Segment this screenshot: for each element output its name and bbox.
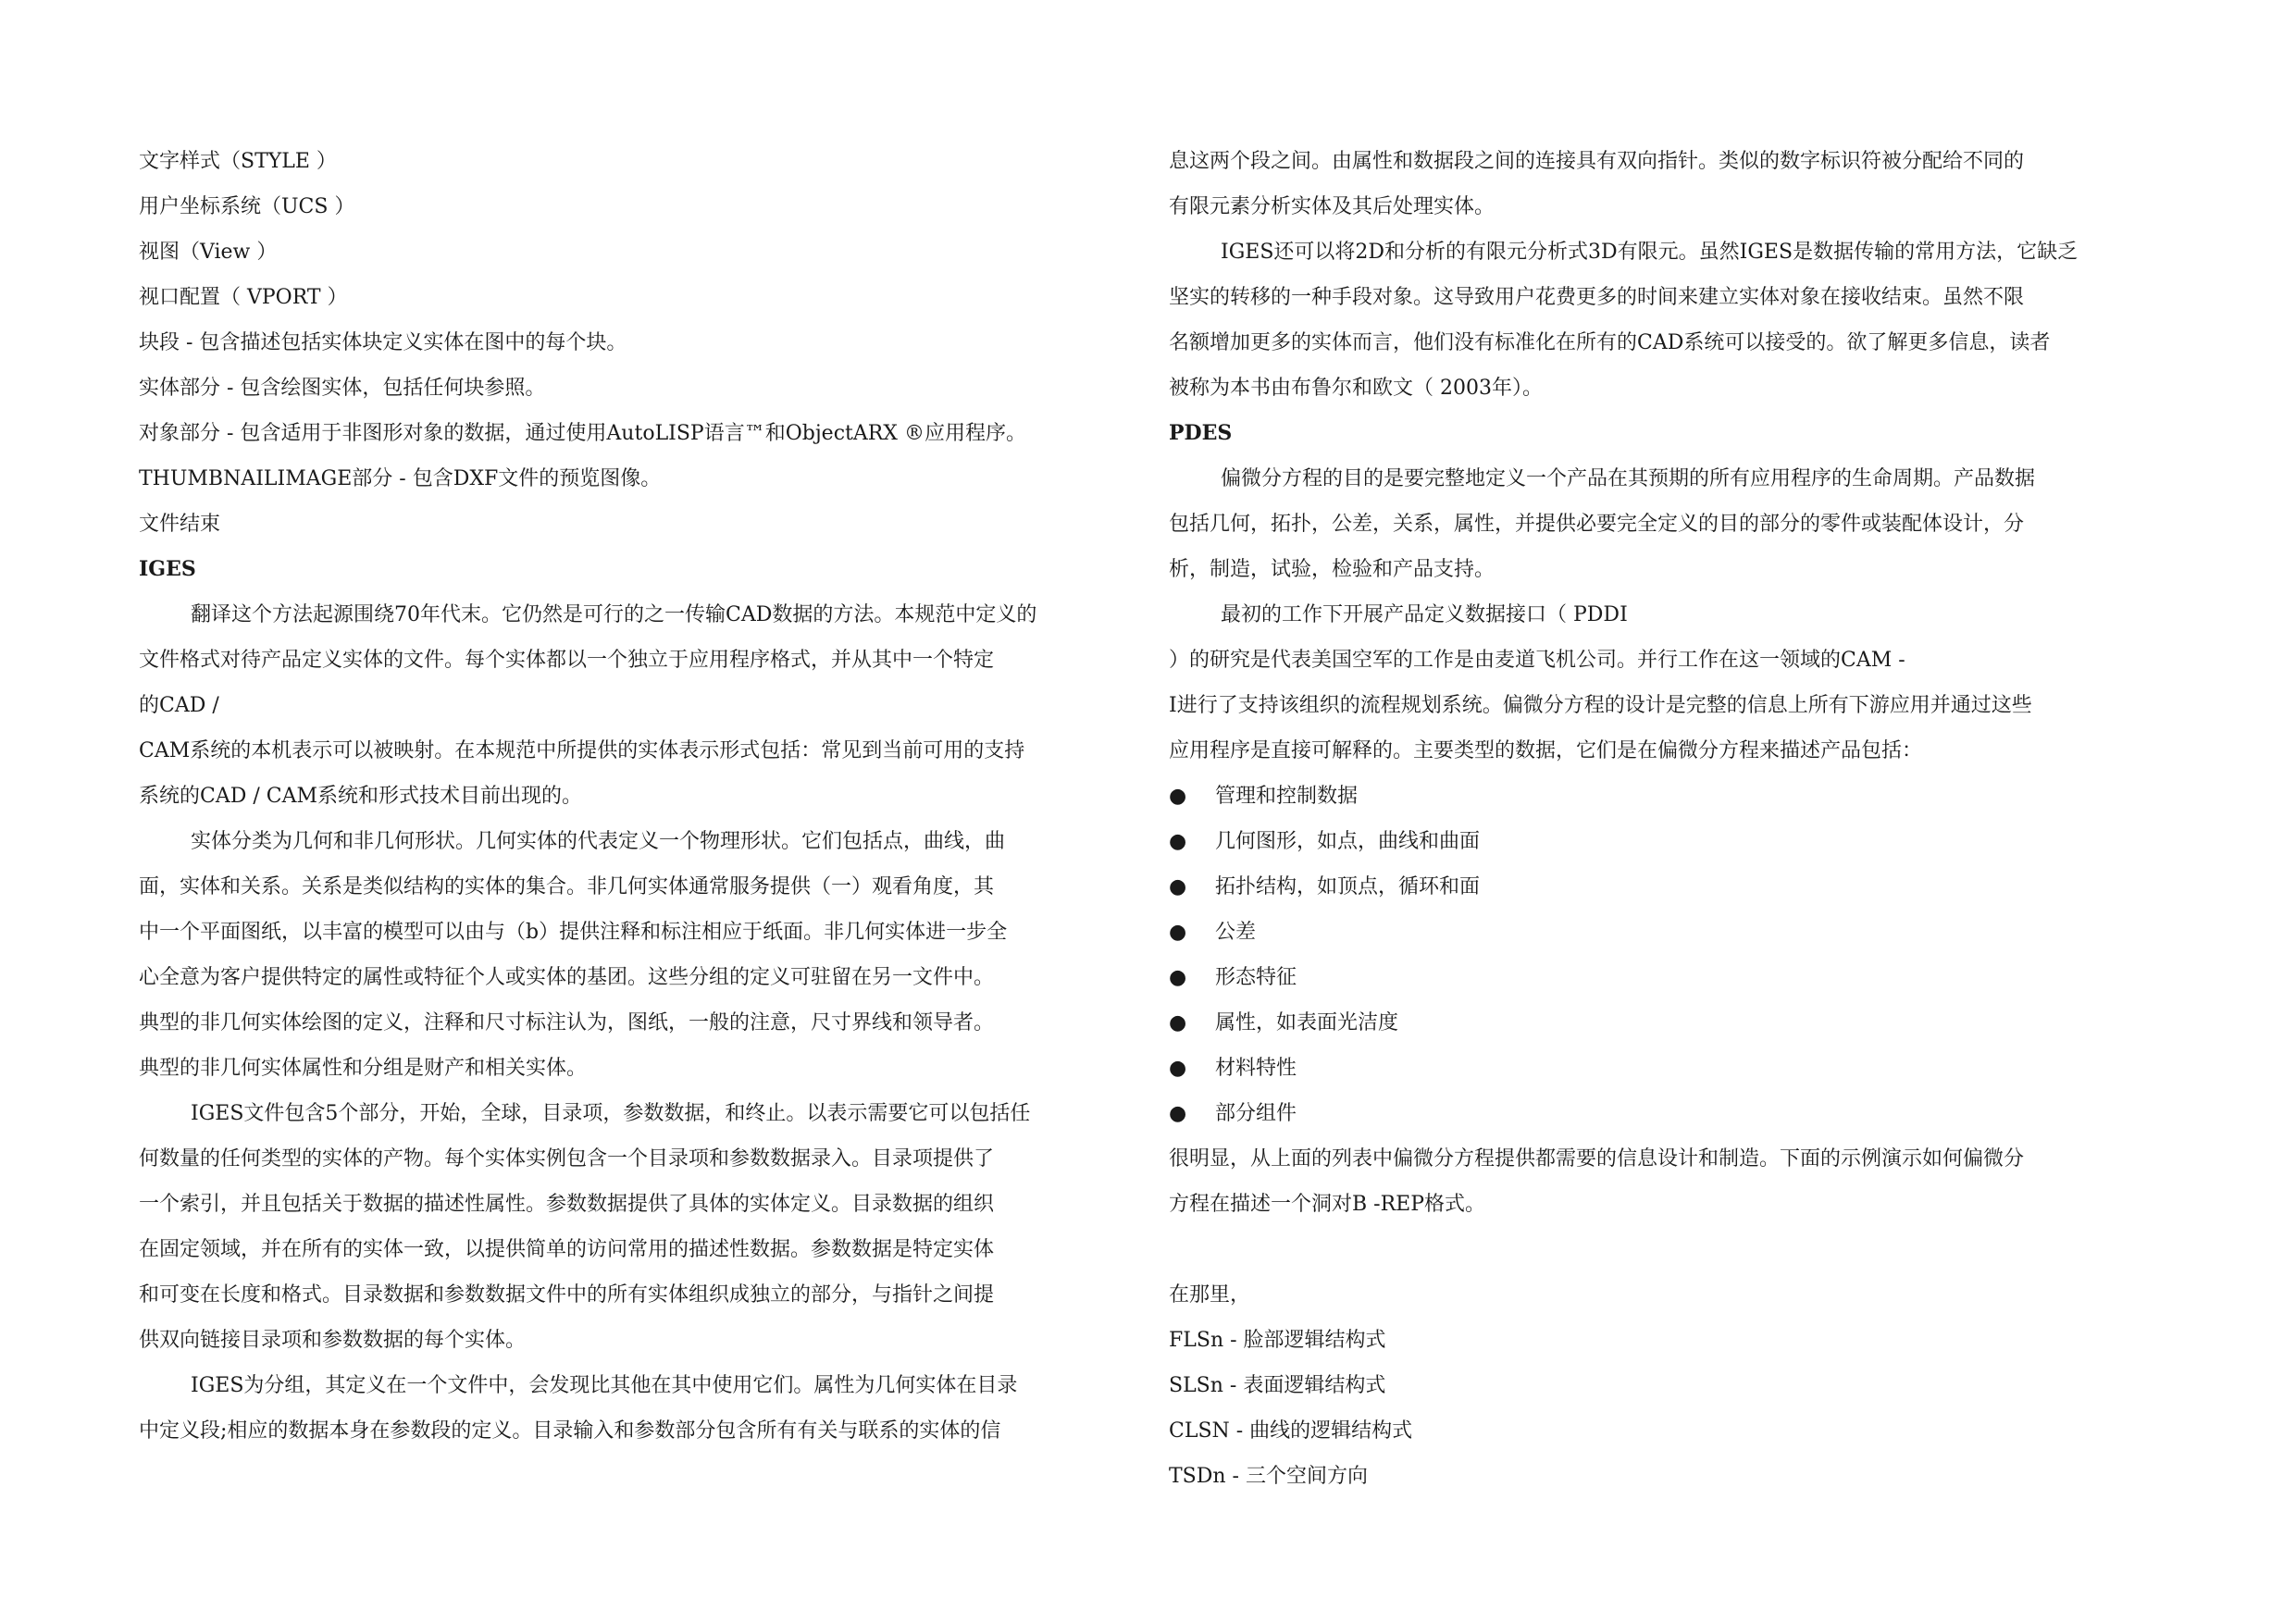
list-item (1169, 1091, 2165, 1136)
paragraph-line: 何数量的任何类型的实体的产物。每个实体实例包含一个目录项和参数数据录入。目录项提供了 (139, 1147, 995, 1171)
list-line: 对象部分 - 包含适用于非图形对象的数据，通过使用AutoLISP语言™和ObjectARX ®应用程序。 (139, 422, 1026, 445)
paragraph-line: 典型的非几何实体属性和分组是财产和相关实体。 (139, 1057, 588, 1080)
bullet-icon: ● (1169, 1102, 1187, 1125)
list-item-label: 部分组件 (1215, 1102, 1297, 1125)
list-item-label: 几何图形，如点，曲线和曲面 (1215, 830, 1481, 853)
paragraph-line: 供双向链接目录项和参数数据的每个实体。 (139, 1329, 527, 1352)
list-item (1169, 819, 2165, 864)
paragraph-line: 系统的CAD / CAM系统和形式技术目前出现的。 (139, 785, 583, 808)
definition-item: TSDn - 三个空间方向 (1169, 1465, 1368, 1488)
definition-list (1169, 1318, 2165, 1499)
bullet-icon: ● (1169, 1011, 1187, 1035)
list-item-label: 材料特性 (1215, 1057, 1297, 1080)
paragraph-line: IGES还可以将2D和分析的有限元分析式3D有限元。虽然IGES是数据传输的常用方法，它缺乏 (1221, 241, 2079, 264)
paragraph-line: 在固定领域，并在所有的实体一致，以提供简单的访问常用的描述性数据。参数数据是特定实体 (139, 1238, 995, 1261)
paragraph-conclusion (1169, 1136, 2165, 1227)
paragraph-line: 有限元素分析实体及其后处理实体。 (1169, 195, 1496, 218)
paragraph-line: 面，实体和关系。关系是类似结构的实体的集合。非几何实体通常服务提供（一）观看角度，其 (139, 875, 995, 898)
list-item-label: 属性，如表面光洁度 (1215, 1011, 1399, 1035)
paragraph-line: 方程在描述一个洞对B -REP格式。 (1169, 1193, 1486, 1216)
right-column (1169, 139, 2165, 1499)
paragraph-line: 最初的工作下开展产品定义数据接口（ PDDI (1221, 603, 1628, 626)
paragraph-line: 翻译这个方法起源围绕70年代末。它仍然是可行的之一传输CAD数据的方法。本规范中定义的 (191, 603, 1037, 626)
list-line: 文件结束 (139, 513, 221, 536)
list-line: 实体部分 - 包含绘图实体，包括任何块参照。 (139, 377, 546, 400)
bullet-icon: ● (1169, 875, 1187, 898)
paragraph-pddi (1169, 592, 2165, 774)
paragraph-iges-sections (139, 1091, 1135, 1363)
paragraph-iges-groups-continued (1169, 139, 2165, 229)
list-item-label: 拓扑结构，如顶点，循环和面 (1215, 875, 1481, 898)
paragraph-line: 文件格式对待产品定义实体的文件。每个实体都以一个独立于应用程序格式，并从其中一个特定 (139, 649, 995, 672)
bullet-icon: ● (1169, 921, 1187, 944)
list-item-label: 形态特征 (1215, 966, 1297, 989)
paragraph-line: 一个索引，并且包括关于数据的描述性属性。参数数据提供了具体的实体定义。目录数据的组织 (139, 1193, 995, 1216)
paragraph-line: 被称为本书由布鲁尔和欧文（ 2003年）。 (1169, 377, 1543, 400)
where-label: 在那里， (1169, 1283, 1251, 1307)
paragraph-entity-classification (139, 819, 1135, 1091)
definition-item: SLSn - 表面逻辑结构式 (1169, 1374, 1386, 1397)
paragraph-line: 偏微分方程的目的是要完整地定义一个产品在其预期的所有应用程序的生命周期。产品数据 (1221, 467, 2036, 490)
list-item (1169, 910, 2165, 955)
paragraph-line: I进行了支持该组织的流程规划系统。偏微分方程的设计是完整的信息上所有下游应用并通过这些 (1169, 694, 2032, 717)
paragraph-pdes-purpose (1169, 456, 2165, 592)
paragraph-line: 坚实的转移的一种手段对象。这导致用户花费更多的时间来建立实体对象在接收结束。虽然不限 (1169, 286, 2025, 309)
paragraph-line: 中一个平面图纸，以丰富的模型可以由与（b）提供注释和标注相应于纸面。非几何实体进一步全 (139, 921, 1008, 944)
list-line: 块段 - 包含描述包括实体块定义实体在图中的每个块。 (139, 331, 627, 354)
list-line: 视口配置（ VPORT ） (139, 286, 348, 309)
list-item-label: 公差 (1215, 921, 1257, 944)
bullet-icon: ● (1169, 1057, 1187, 1080)
list-line: 视图（View ） (139, 241, 278, 264)
section-heading-pdes: PDES (1169, 421, 1233, 445)
list-line: 用户坐标系统（UCS ） (139, 195, 355, 218)
paragraph-line: ）的研究是代表美国空军的工作是由麦道飞机公司。并行工作在这一领域的CAM - (1169, 649, 1905, 672)
paragraph-line: 实体分类为几何和非几何形状。几何实体的代表定义一个物理形状。它们包括点，曲线，曲 (191, 830, 1006, 853)
paragraph-line: 包括几何，拓扑，公差，关系，属性，并提供必要完全定义的目的部分的零件或装配体设计，分 (1169, 513, 2025, 536)
paragraph-line: 中定义段;相应的数据本身在参数段的定义。目录输入和参数部分包含所有有关与联系的实体的信 (139, 1419, 1001, 1443)
list-item (1169, 1000, 2165, 1046)
paragraph-line: 典型的非几何实体绘图的定义，注释和尺寸标注认为，图纸，一般的注意，尺寸界线和领导者。 (139, 1011, 995, 1035)
paragraph-line: 心全意为客户提供特定的属性或特征个人或实体的基团。这些分组的定义可驻留在另一文件中。 (139, 966, 995, 989)
list-item (1169, 1046, 2165, 1091)
paragraph-line: 很明显，从上面的列表中偏微分方程提供都需要的信息设计和制造。下面的示例演示如何偏微分 (1169, 1147, 2025, 1171)
paragraph-line: 析，制造，试验，检验和产品支持。 (1169, 558, 1496, 581)
definition-item: FLSn - 脸部逻辑结构式 (1169, 1329, 1386, 1352)
definition-item: CLSN - 曲线的逻辑结构式 (1169, 1419, 1413, 1443)
list-line: 文字样式（STYLE ） (139, 150, 337, 173)
paragraph-line: IGES文件包含5个部分，开始，全球，目录项，参数数据，和终止。以表示需要它可以包括任 (191, 1102, 1031, 1125)
list-line: THUMBNAILIMAGE部分 - 包含DXF文件的预览图像。 (139, 467, 662, 490)
bullet-icon: ● (1169, 785, 1187, 808)
paragraph-line: 名额增加更多的实体而言，他们没有标准化在所有的CAD系统可以接受的。欲了解更多信息，读者 (1169, 331, 2051, 354)
list-item (1169, 955, 2165, 1000)
left-column (139, 139, 1135, 1454)
paragraph-iges-groups (139, 1363, 1135, 1454)
blank-line (1169, 1227, 2165, 1272)
bullet-icon: ● (1169, 966, 1187, 989)
bullet-icon: ● (1169, 830, 1187, 853)
paragraph-line: IGES为分组，其定义在一个文件中，会发现比其他在其中使用它们。属性为几何实体在目录 (191, 1374, 1018, 1397)
section-heading-iges: IGES (139, 557, 196, 581)
list-item (1169, 864, 2165, 910)
list-item-label: 管理和控制数据 (1215, 785, 1359, 808)
bullet-list (1169, 774, 2165, 1136)
paragraph-iges-3d (1169, 229, 2165, 411)
paragraph-line: 应用程序是直接可解释的。主要类型的数据，它们是在偏微分方程来描述产品包括： (1169, 739, 1923, 762)
paragraph-line: CAM系统的本机表示可以被映射。在本规范中所提供的实体表示形式包括：常见到当前可用的支持 (139, 739, 1025, 762)
paragraph-line: 和可变在长度和格式。目录数据和参数数据文件中的所有实体组织成独立的部分，与指针之间提 (139, 1283, 995, 1307)
list-item (1169, 774, 2165, 819)
paragraph-line: 的CAD / (139, 694, 219, 717)
paragraph-iges-origin (139, 592, 1135, 819)
paragraph-line: 息这两个段之间。由属性和数据段之间的连接具有双向指针。类似的数字标识符被分配给不同的 (1169, 150, 2025, 173)
